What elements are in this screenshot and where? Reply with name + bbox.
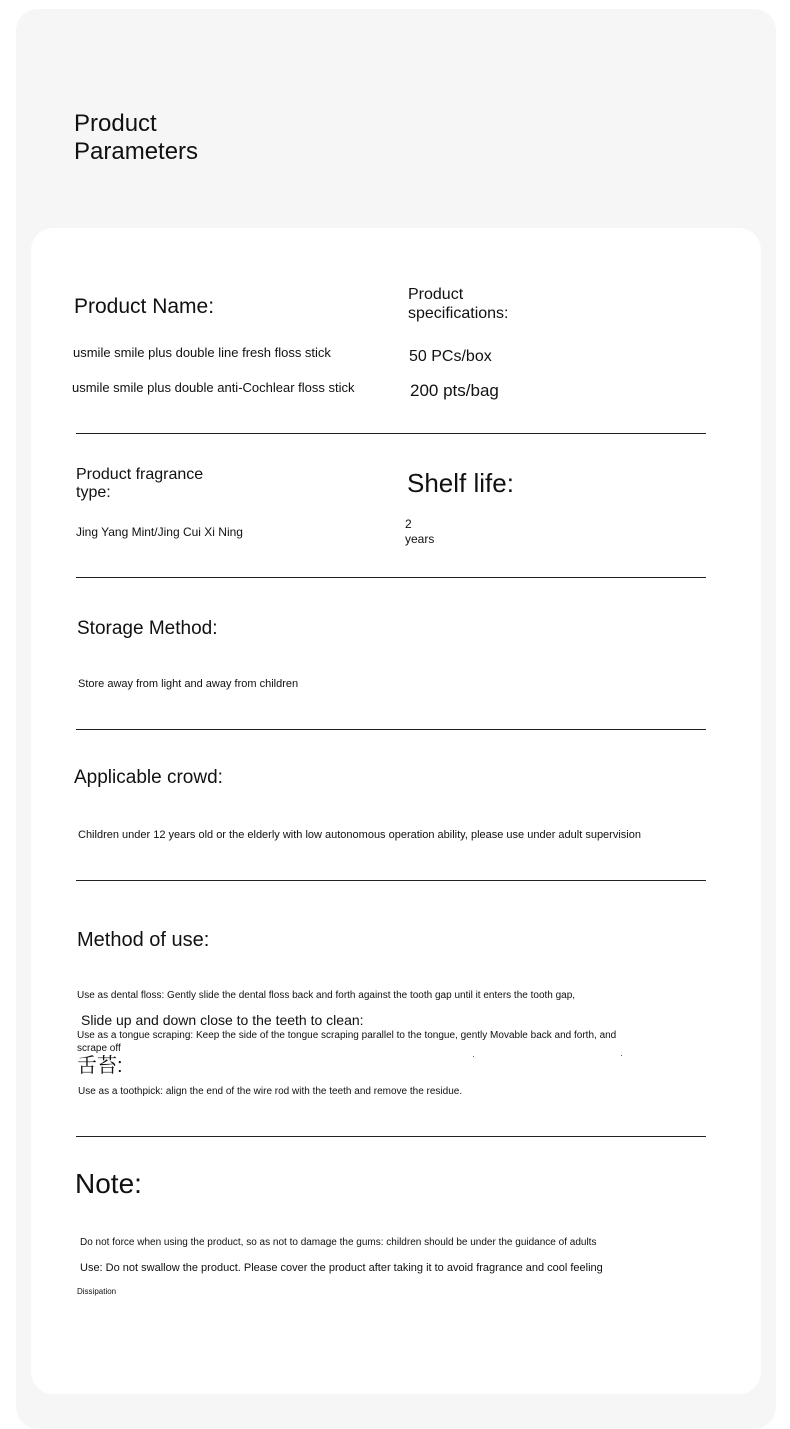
fragrance-label-line1: Product fragrance (76, 466, 204, 483)
method-tongue (77, 1029, 616, 1055)
product-name-value-2: usmile smile plus double anti-Cochlear floss stick (72, 380, 355, 395)
speck (621, 1055, 622, 1056)
specifications-label-line2: specifications: (408, 305, 509, 322)
crowd-label: Applicable crowd: (74, 767, 223, 788)
divider (76, 577, 706, 578)
note-line2: Use: Do not swallow the product. Please cover the product after taking it to avoid fragrance and cool feeling (80, 1262, 603, 1274)
method-tongue-cn: 舌苔: (77, 1055, 123, 1077)
note-label: Note: (75, 1168, 142, 1199)
specifications-value-2: 200 pts/bag (410, 381, 499, 400)
crowd-value: Children under 12 years old or the elderly with low autonomous operation ability, please use under adult supervision (78, 829, 641, 841)
shelf-life-value (405, 517, 434, 547)
note-line3: Dissipation (77, 1287, 117, 1296)
method-tongue-line2: scrape off (77, 1043, 121, 1054)
divider (76, 880, 706, 881)
method-floss: Use as dental floss: Gently slide the dental floss back and forth against the tooth gap until it enters the tooth gap, (77, 990, 576, 1001)
method-tongue-line1: Use as a tongue scraping: Keep the side of the tongue scraping parallel to the tongue, gently Movable back and forth, and (77, 1030, 617, 1041)
shelf-life-value-line1: 2 (405, 517, 412, 531)
divider (76, 729, 706, 730)
product-name-value-1: usmile smile plus double line fresh floss stick (73, 345, 331, 360)
product-name-label: Product Name: (74, 295, 215, 318)
fragrance-label-line2: type: (76, 484, 111, 501)
method-label: Method of use: (77, 929, 210, 951)
page-title-line2: Parameters (74, 138, 199, 165)
fragrance-value: Jing Yang Mint/Jing Cui Xi Ning (76, 525, 243, 539)
parameters-card (31, 228, 761, 1394)
note-line1: Do not force when using the product, so as not to damage the gums: children should be under the guidance of adults (80, 1237, 597, 1248)
page-title (74, 110, 198, 166)
specifications-label (408, 285, 509, 323)
shelf-life-value-line2: years (405, 532, 435, 546)
specifications-value-1: 50 PCs/box (409, 348, 492, 365)
method-toothpick: Use as a toothpick: align the end of the wire rod with the teeth and remove the residue. (78, 1086, 463, 1097)
divider (76, 1136, 706, 1137)
divider (76, 433, 706, 434)
speck (473, 1056, 474, 1057)
fragrance-label (76, 466, 203, 502)
page-title-line1: Product (74, 110, 157, 137)
shelf-life-label: Shelf life: (407, 468, 514, 498)
method-slide: Slide up and down close to the teeth to clean: (81, 1012, 364, 1028)
specifications-label-line1: Product (408, 286, 464, 303)
storage-value: Store away from light and away from children (78, 678, 299, 690)
storage-label: Storage Method: (77, 618, 218, 639)
